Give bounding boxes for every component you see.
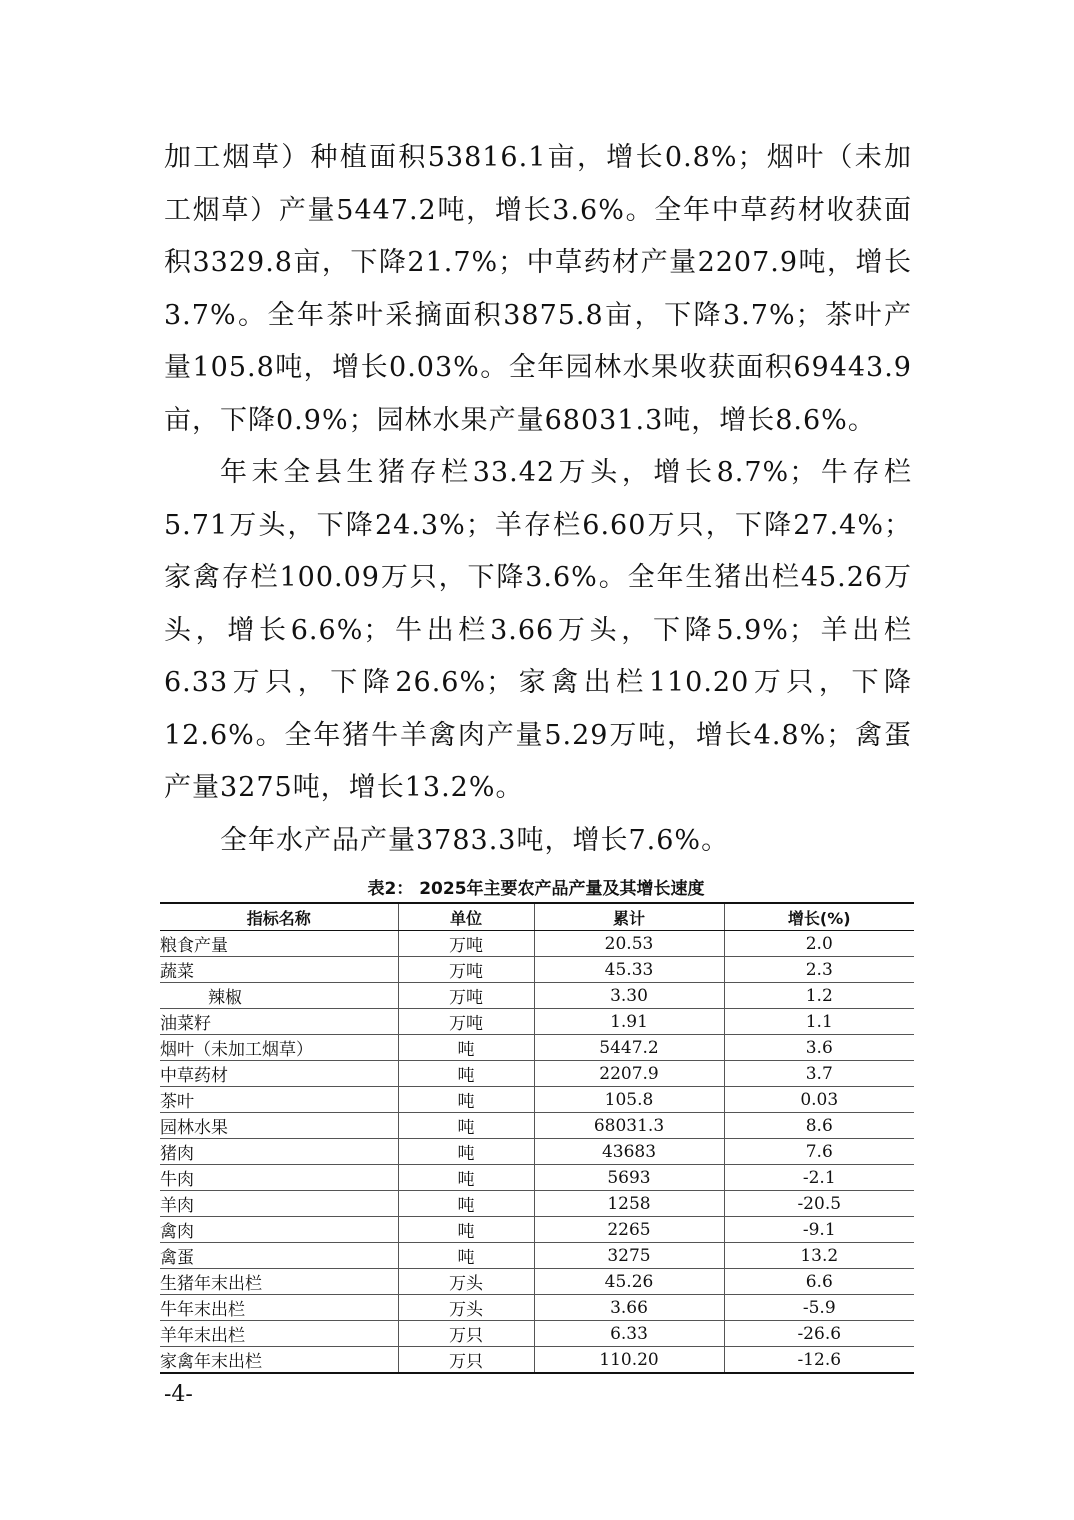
cell-indicator-name: 辣椒 (160, 983, 398, 1009)
cell-indicator-name: 牛年末出栏 (160, 1295, 398, 1321)
table-row (160, 957, 914, 983)
table-row (160, 1087, 914, 1113)
cell-unit: 吨 (398, 1165, 534, 1191)
cell-unit: 万只 (398, 1321, 534, 1347)
cell-unit: 吨 (398, 1191, 534, 1217)
cell-growth: -26.6 (724, 1321, 914, 1347)
cell-total: 110.20 (534, 1347, 724, 1374)
cell-total: 5693 (534, 1165, 724, 1191)
cell-growth: 2.3 (724, 957, 914, 983)
cell-unit: 吨 (398, 1217, 534, 1243)
cell-indicator-name: 中草药材 (160, 1061, 398, 1087)
table-header-row (160, 903, 914, 931)
page-number: -4- (164, 1382, 193, 1407)
cell-total: 3275 (534, 1243, 724, 1269)
header-total: 累计 (534, 903, 724, 931)
cell-unit: 吨 (398, 1243, 534, 1269)
cell-indicator-name: 粮食产量 (160, 931, 398, 957)
cell-unit: 吨 (398, 1113, 534, 1139)
cell-growth: 0.03 (724, 1087, 914, 1113)
cell-total: 68031.3 (534, 1113, 724, 1139)
cell-growth: 1.2 (724, 983, 914, 1009)
cell-total: 43683 (534, 1139, 724, 1165)
cell-total: 1.91 (534, 1009, 724, 1035)
cell-growth: 8.6 (724, 1113, 914, 1139)
table-row (160, 1113, 914, 1139)
table-row (160, 1165, 914, 1191)
cell-indicator-name: 生猪年末出栏 (160, 1269, 398, 1295)
cell-total: 105.8 (534, 1087, 724, 1113)
table-body (160, 931, 914, 1374)
cell-indicator-name: 烟叶（未加工烟草） (160, 1035, 398, 1061)
table-row (160, 1347, 914, 1374)
table-row (160, 931, 914, 957)
cell-unit: 万吨 (398, 957, 534, 983)
table-row (160, 1035, 914, 1061)
table-row (160, 1269, 914, 1295)
header-indicator-name: 指标名称 (160, 903, 398, 931)
cell-unit: 吨 (398, 1061, 534, 1087)
cell-growth: 13.2 (724, 1243, 914, 1269)
cell-total: 6.33 (534, 1321, 724, 1347)
table-row (160, 1009, 914, 1035)
cell-unit: 万头 (398, 1269, 534, 1295)
cell-unit: 吨 (398, 1139, 534, 1165)
paragraph-aquatic: 全年水产品产量3783.3吨，增长7.6%。 (220, 824, 730, 856)
cell-indicator-name: 蔬菜 (160, 957, 398, 983)
cell-unit: 吨 (398, 1087, 534, 1113)
body-text (164, 132, 912, 867)
cell-unit: 吨 (398, 1035, 534, 1061)
header-unit: 单位 (398, 903, 534, 931)
table-row (160, 1243, 914, 1269)
cell-indicator-name: 茶叶 (160, 1087, 398, 1113)
agri-products-table (160, 902, 914, 1374)
cell-indicator-name: 羊肉 (160, 1191, 398, 1217)
table-row (160, 983, 914, 1009)
cell-growth: 3.6 (724, 1035, 914, 1061)
cell-indicator-name: 牛肉 (160, 1165, 398, 1191)
cell-total: 5447.2 (534, 1035, 724, 1061)
cell-unit: 万吨 (398, 1009, 534, 1035)
cell-total: 2265 (534, 1217, 724, 1243)
table-caption: 表2： 2025年主要农产品产量及其增长速度 (367, 879, 705, 899)
table-row (160, 1321, 914, 1347)
cell-unit: 万吨 (398, 931, 534, 957)
cell-indicator-name: 园林水果 (160, 1113, 398, 1139)
cell-growth: -2.1 (724, 1165, 914, 1191)
cell-growth: -5.9 (724, 1295, 914, 1321)
cell-total: 3.30 (534, 983, 724, 1009)
cell-growth: 2.0 (724, 931, 914, 957)
cell-growth: -9.1 (724, 1217, 914, 1243)
cell-unit: 万吨 (398, 983, 534, 1009)
cell-indicator-name: 禽肉 (160, 1217, 398, 1243)
cell-indicator-name: 猪肉 (160, 1139, 398, 1165)
cell-indicator-name: 油菜籽 (160, 1009, 398, 1035)
cell-growth: 1.1 (724, 1009, 914, 1035)
cell-total: 45.26 (534, 1269, 724, 1295)
header-growth: 增长(%) (724, 903, 914, 931)
paragraph-crops: 加工烟草）种植面积53816.1亩，增长0.8%；烟叶（未加工烟草）产量5447.2吨，增长3.6%。全年中草药材收获面积3329.8亩，下降21.7%；中草药材产量2207.9吨，增长3.7%。全年茶叶采摘面积3875.8亩，下降3.7%；茶叶产量105.8吨，增长0.03%。全年园林水果收获面积69443.9亩，下降0.9%；园林水果产量68031.3吨，增长8.6%。 (164, 142, 912, 436)
cell-total: 1258 (534, 1191, 724, 1217)
table-row (160, 1061, 914, 1087)
table-row (160, 1295, 914, 1321)
table-row (160, 1217, 914, 1243)
cell-unit: 万头 (398, 1295, 534, 1321)
cell-growth: -12.6 (724, 1347, 914, 1374)
table-row (160, 1191, 914, 1217)
cell-unit: 万只 (398, 1347, 534, 1374)
cell-growth: 7.6 (724, 1139, 914, 1165)
cell-growth: 6.6 (724, 1269, 914, 1295)
cell-indicator-name: 羊年末出栏 (160, 1321, 398, 1347)
cell-total: 20.53 (534, 931, 724, 957)
paragraph-livestock: 年末全县生猪存栏33.42万头，增长8.7%；牛存栏5.71万头，下降24.3%；羊存栏6.60万只，下降27.4%；家禽存栏100.09万只，下降3.6%。全年生猪出栏45.26万头，增长6.6%；牛出栏3.66万头，下降5.9%；羊出栏6.33万只，下降26.6%；家禽出栏110.20万只，下降12.6%。全年猪牛羊禽肉产量5.29万吨，增长4.8%；禽蛋产量3275吨，增长13.2%。 (164, 457, 912, 803)
cell-indicator-name: 家禽年末出栏 (160, 1347, 398, 1374)
cell-total: 3.66 (534, 1295, 724, 1321)
cell-indicator-name: 禽蛋 (160, 1243, 398, 1269)
cell-growth: 3.7 (724, 1061, 914, 1087)
cell-growth: -20.5 (724, 1191, 914, 1217)
cell-total: 2207.9 (534, 1061, 724, 1087)
table-row (160, 1139, 914, 1165)
cell-total: 45.33 (534, 957, 724, 983)
